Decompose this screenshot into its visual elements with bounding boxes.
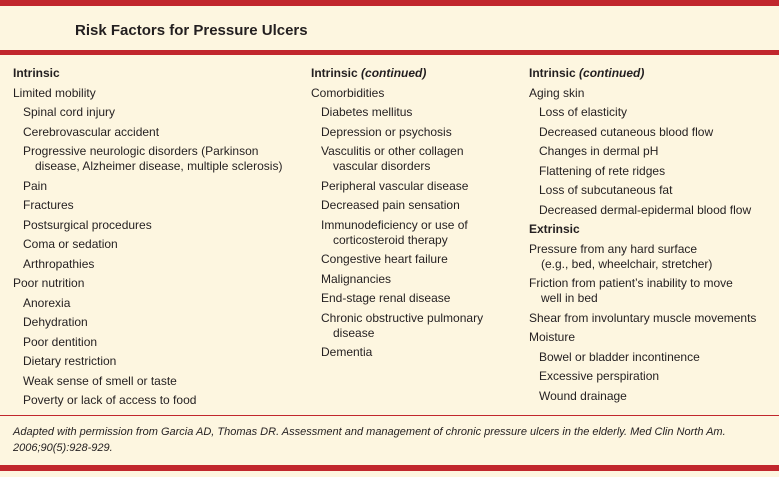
list-item: Bowel or bladder incontinence: [539, 349, 700, 364]
list-item-continuation: well in bed: [541, 291, 598, 305]
list-item: End-stage renal disease: [321, 291, 451, 305]
list-item: Postsurgical procedures: [23, 217, 152, 232]
title-rule: [0, 50, 779, 55]
list-item: Fractures: [23, 198, 74, 212]
list-item: Poor dentition: [23, 334, 98, 349]
list-item: Diabetes mellitus: [321, 105, 413, 119]
group-label: Comorbidities: [311, 85, 385, 100]
list-item: [529, 274, 777, 309]
list-item-continuation: vascular disorders: [333, 159, 431, 173]
top-rule: [0, 0, 779, 6]
column-intrinsic: [13, 64, 303, 411]
list-item-continuation: (e.g., bed, wheelchair, stretcher): [541, 256, 713, 271]
list-item: Loss of subcutaneous fat: [539, 183, 673, 197]
list-item: Arthropathies: [23, 256, 95, 271]
heading-text: Intrinsic: [529, 66, 576, 80]
list-item: Decreased cutaneous blood flow: [539, 124, 714, 139]
column-intrinsic-extrinsic: [529, 64, 777, 406]
list-item: Wound drainage: [539, 388, 627, 403]
extrinsic-heading: Extrinsic: [529, 222, 580, 236]
list-item-text: Pressure from any hard surface: [529, 241, 698, 256]
list-item: Coma or sedation: [23, 237, 118, 251]
group-label: Limited mobility: [13, 85, 96, 100]
list-item-text: Immunodeficiency or use of: [321, 217, 468, 232]
list-item: Malignancies: [321, 271, 392, 286]
list-item: [529, 240, 777, 275]
list-item: Poverty or lack of access to food: [23, 393, 197, 407]
list-item: Flattening of rete ridges: [539, 163, 666, 178]
list-item-continuation: disease: [333, 325, 375, 340]
footnote-rule: [0, 415, 779, 416]
list-item: Congestive heart failure: [321, 252, 448, 266]
list-item: [311, 309, 521, 344]
group-label: Poor nutrition: [13, 276, 85, 290]
table-title: Risk Factors for Pressure Ulcers: [75, 22, 308, 39]
list-item-text: Chronic obstructive pulmonary: [321, 310, 484, 325]
bottom-rule: [0, 465, 779, 471]
list-item: [311, 216, 521, 251]
list-item: [13, 142, 303, 177]
list-item: Loss of elasticity: [539, 105, 628, 119]
list-item: Weak sense of smell or taste: [23, 373, 177, 388]
list-item-text: Vasculitis or other collagen: [321, 144, 464, 158]
list-item: Dementia: [321, 345, 373, 359]
heading-text: Intrinsic: [311, 66, 358, 80]
footnote-line-2: 2006;90(5):928-929.: [13, 442, 113, 454]
list-item: Depression or psychosis: [321, 124, 452, 139]
list-item: Excessive perspiration: [539, 369, 660, 383]
list-item: Shear from involuntary muscle movements: [529, 310, 757, 325]
column-heading: Intrinsic: [13, 66, 60, 80]
footnote: [13, 424, 773, 456]
list-item: Decreased pain sensation: [321, 198, 460, 212]
column-intrinsic-continued: [311, 64, 521, 363]
list-item: Anorexia: [23, 295, 71, 310]
list-item: Pain: [23, 178, 48, 193]
list-item-text: Friction from patient’s inability to move: [529, 276, 733, 290]
footnote-line-1: Adapted with permission from Garcia AD, Thomas DR. Assessment and management of chronic pressure ulcers in the elderly. Med Clin North Am.: [13, 426, 726, 438]
heading-continued: (continued): [579, 66, 645, 80]
list-item: Spinal cord injury: [23, 105, 116, 119]
list-item: Dietary restriction: [23, 354, 117, 368]
heading-continued: (continued): [361, 66, 427, 80]
list-item: Peripheral vascular disease: [321, 178, 469, 193]
list-item-text: Progressive neurologic disorders (Parkinson: [23, 144, 259, 158]
column-heading: [311, 64, 521, 84]
list-item: Cerebrovascular accident: [23, 124, 160, 139]
list-item: Dehydration: [23, 315, 88, 329]
list-item-continuation: disease, Alzheimer disease, multiple sclerosis): [35, 159, 283, 173]
group-label: Aging skin: [529, 85, 585, 100]
list-item-continuation: corticosteroid therapy: [333, 232, 448, 247]
list-item: [311, 142, 521, 177]
list-item: Changes in dermal pH: [539, 144, 659, 158]
column-heading: [529, 64, 777, 84]
list-item: Decreased dermal-epidermal blood flow: [539, 202, 752, 217]
group-label: Moisture: [529, 330, 576, 344]
